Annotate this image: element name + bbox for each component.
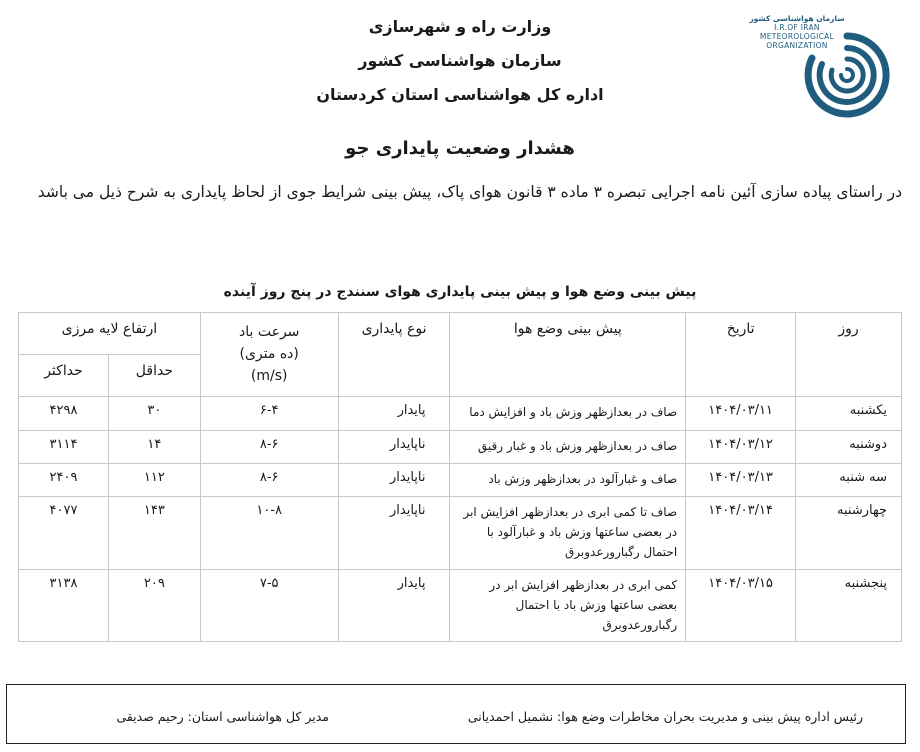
spiral-logo-icon	[804, 32, 890, 118]
letterhead	[0, 6, 920, 116]
max-cell: ۴۰۷۷	[19, 497, 109, 570]
date-cell: ۱۴۰۴/۰۳/۱۱	[686, 397, 796, 431]
max-cell: ۴۲۹۸	[19, 397, 109, 431]
date-cell: ۱۴۰۴/۰۳/۱۲	[686, 431, 796, 464]
table-row	[19, 497, 902, 570]
forecast-chief-signature: رئیس اداره پیش بینی و مدیریت بحران مخاطرات وضع هوا: نشمیل احمدیانی	[467, 709, 863, 724]
min-cell: ۱۱۲	[108, 464, 200, 497]
header-min: حداقل	[108, 355, 200, 397]
date-cell: ۱۴۰۴/۰۳/۱۴	[686, 497, 796, 570]
wind-cell: ۱۰-۸	[200, 497, 338, 570]
min-cell: ۳۰	[108, 397, 200, 431]
office-line: اداره کل هواشناسی استان کردستان	[316, 85, 604, 104]
logo-text: سازمان هواشناسی کشور I.R.OF IRAN METEOROLOGICAL ORGANIZATION	[749, 14, 845, 50]
stability-cell: ناپایدار	[338, 497, 450, 570]
max-cell: ۳۱۱۴	[19, 431, 109, 464]
table-row	[19, 570, 902, 642]
min-cell: ۱۴۳	[108, 497, 200, 570]
day-cell: سه شنبه	[796, 464, 902, 497]
header-wind-speed: سرعت باد (ده متری) (m/s)	[200, 313, 338, 397]
header-day: روز	[796, 313, 902, 397]
stability-cell: پایدار	[338, 570, 450, 642]
table-row	[19, 397, 902, 431]
header-boundary-layer-height: ارتفاع لایه مرزی	[19, 313, 201, 355]
table-row	[19, 464, 902, 497]
header-stability: نوع پایداری	[338, 313, 450, 397]
organization-heading	[250, 10, 670, 112]
director-signature: مدیر کل هواشناسی استان: رحیم صدیقی	[116, 709, 329, 724]
weather-cell: صاف تا کمی ابری در بعدازظهر افزایش ابر در بعضی ساعتها وزش باد و غبارآلود با احتمال رگبارورعدوبرق	[450, 497, 686, 570]
weather-cell: صاف و غبارآلود در بعدازظهر وزش باد	[450, 464, 686, 497]
header-weather: پیش بینی وضع هوا	[450, 313, 686, 397]
table-row	[19, 431, 902, 464]
wind-cell: ۸-۶	[200, 431, 338, 464]
header-max: حداکثر	[19, 355, 109, 397]
weather-cell: صاف در بعدازظهر وزش باد و افزایش دما	[450, 397, 686, 431]
header-date: تاریخ	[686, 313, 796, 397]
stability-cell: پایدار	[338, 397, 450, 431]
meteorological-organization-logo	[742, 14, 892, 118]
max-cell: ۳۱۳۸	[19, 570, 109, 642]
min-cell: ۱۴	[108, 431, 200, 464]
forecast-table	[18, 312, 902, 642]
wind-cell: ۸-۶	[200, 464, 338, 497]
max-cell: ۲۴۰۹	[19, 464, 109, 497]
table-title: پیش بینی وضع هوا و پیش بینی پایداری هوای سنندج در پنج روز آینده	[223, 284, 697, 300]
stability-cell: ناپایدار	[338, 431, 450, 464]
day-cell: پنجشنبه	[796, 570, 902, 642]
signature-footer	[6, 684, 906, 744]
day-cell: یکشنبه	[796, 397, 902, 431]
day-cell: دوشنبه	[796, 431, 902, 464]
intro-paragraph: در راستای پیاده سازی آئین نامه اجرایی تبصره ۳ ماده ۳ قانون هوای پاک، پیش بینی شرایط جوی از لحاظ پایداری به شرح ذیل می باشد	[37, 183, 902, 201]
wind-cell: ۶-۴	[200, 397, 338, 431]
date-cell: ۱۴۰۴/۰۳/۱۳	[686, 464, 796, 497]
stability-cell: ناپایدار	[338, 464, 450, 497]
weather-cell: صاف در بعدازظهر وزش باد و غبار رقیق	[450, 431, 686, 464]
organization-line: سازمان هواشناسی کشور	[358, 51, 562, 70]
ministry-line: وزارت راه و شهرسازی	[368, 17, 552, 36]
document-title: هشدار وضعیت پایداری جو	[345, 138, 575, 159]
min-cell: ۲۰۹	[108, 570, 200, 642]
day-cell: چهارشنبه	[796, 497, 902, 570]
wind-cell: ۷-۵	[200, 570, 338, 642]
weather-cell: کمی ابری در بعدازظهر افزایش ابر در بعضی ساعتها وزش باد با احتمال رگبارورعدوبرق	[450, 570, 686, 642]
date-cell: ۱۴۰۴/۰۳/۱۵	[686, 570, 796, 642]
